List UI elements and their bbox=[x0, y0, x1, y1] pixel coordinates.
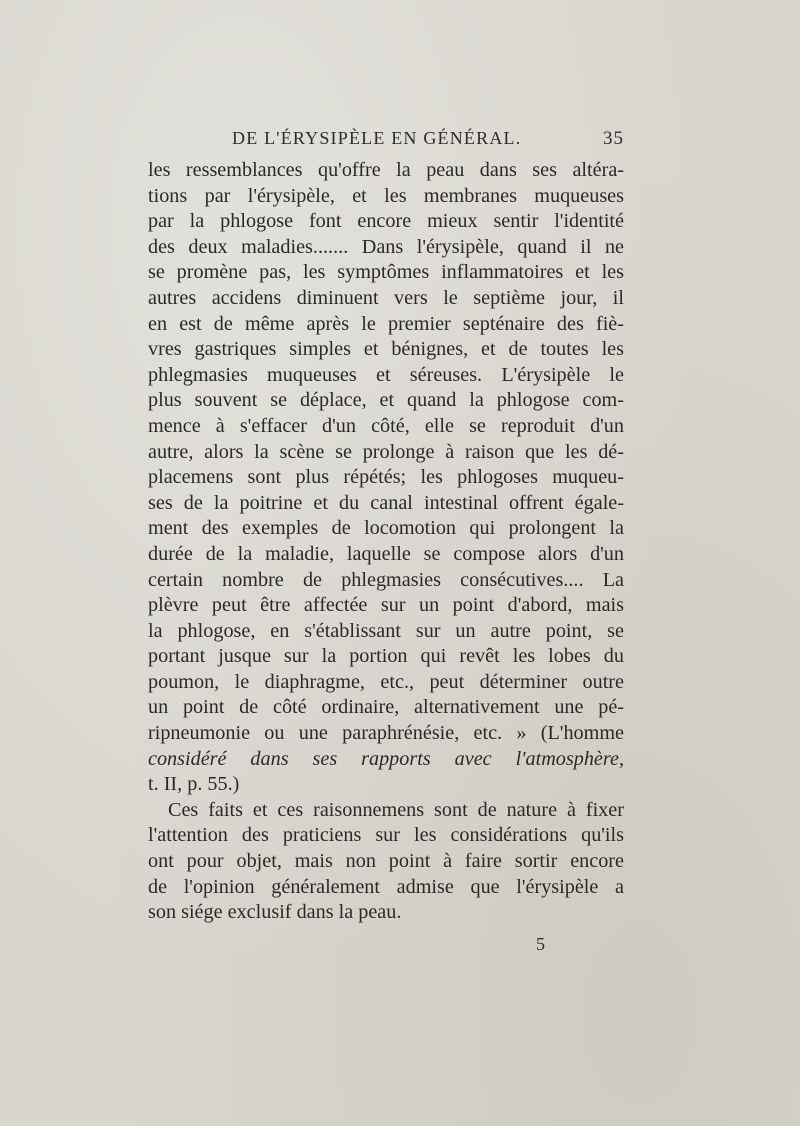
text-line: tions par l'érysipèle, et les membranes muqueuses bbox=[148, 184, 624, 207]
page-number: 35 bbox=[603, 128, 624, 149]
text-line: se promène pas, les symptômes inflammatoires et les bbox=[148, 261, 624, 284]
page-header bbox=[148, 128, 624, 158]
text-line: plèvre peut être affectée sur un point d'abord, mais bbox=[148, 594, 624, 617]
text-line: autre, alors la scène se prolonge à raison que les dé- bbox=[148, 440, 624, 463]
text-line: mence à s'effacer d'un côté, elle se reproduit d'un bbox=[148, 414, 624, 437]
text-line: autres accidens diminuent vers le septième jour, il bbox=[148, 286, 624, 309]
text-line: phlegmasies muqueuses et séreuses. L'érysipèle le bbox=[148, 363, 624, 386]
text-line: des deux maladies....... Dans l'érysipèle, quand il ne bbox=[148, 235, 624, 258]
text-line: placemens sont plus répétés; les phlogoses muqueu- bbox=[148, 466, 624, 489]
text-line: ripneumonie ou une paraphrénésie, etc. » (L'homme bbox=[148, 722, 624, 745]
text-line: par la phlogose font encore mieux sentir l'identité bbox=[148, 210, 624, 233]
text-line: l'attention des praticiens sur les considérations qu'ils bbox=[148, 824, 624, 847]
text-line: considéré dans ses rapports avec l'atmosphère, bbox=[148, 747, 624, 770]
body-text bbox=[148, 158, 624, 926]
text-line: portant jusque sur la portion qui revêt les lobes du bbox=[148, 645, 624, 668]
text-line: son siége exclusif dans la peau. bbox=[148, 901, 402, 924]
text-line: ment des exemples de locomotion qui prolongent la bbox=[148, 517, 624, 540]
text-line: vres gastriques simples et bénignes, et de toutes les bbox=[148, 338, 624, 361]
text-line: un point de côté ordinaire, alternativement une pé- bbox=[148, 696, 624, 719]
text-line: Ces faits et ces raisonnemens sont de nature à fixer bbox=[168, 798, 624, 821]
running-title: DE L'ÉRYSIPÈLE EN GÉNÉRAL. bbox=[232, 128, 522, 148]
text-line: les ressemblances qu'offre la peau dans ses altéra- bbox=[148, 159, 624, 181]
signature-mark: 5 bbox=[536, 934, 545, 954]
text-line: durée de la maladie, laquelle se compose alors d'un bbox=[148, 542, 624, 565]
text-line: de l'opinion généralement admise que l'érysipèle a bbox=[148, 875, 624, 898]
text-line: t. II, p. 55.) bbox=[148, 773, 240, 796]
text-line: ont pour objet, mais non point à faire sortir encore bbox=[148, 850, 624, 873]
text-line: plus souvent se déplace, et quand la phlogose com- bbox=[148, 389, 624, 412]
text-line: poumon, le diaphragme, etc., peut déterminer outre bbox=[148, 670, 624, 693]
text-line: la phlogose, en s'établissant sur un autre point, se bbox=[148, 619, 624, 642]
text-line: ses de la poitrine et du canal intestinal offrent égale- bbox=[148, 491, 624, 514]
text-line: en est de même après le premier septénaire des fiè- bbox=[148, 312, 624, 335]
text-line: certain nombre de phlegmasies consécutives.... La bbox=[148, 568, 624, 591]
